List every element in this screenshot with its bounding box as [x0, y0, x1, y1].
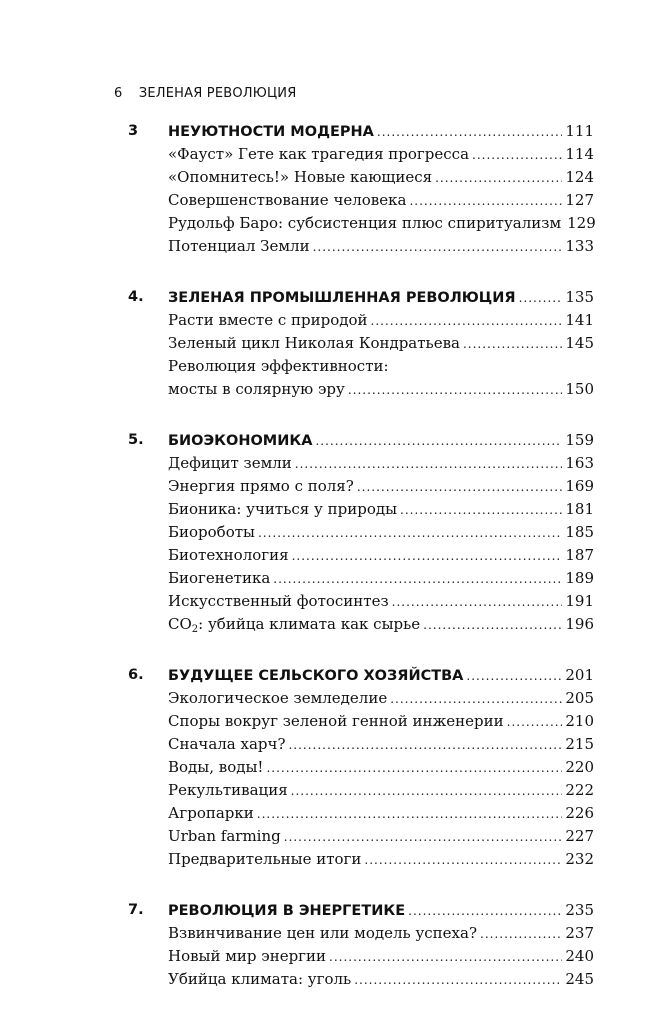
table-of-contents: [0, 120, 657, 1019]
entry-title: Искусственный фотосинтез: [168, 592, 389, 610]
toc-chapter: [0, 286, 657, 401]
entry-page: 237: [565, 924, 594, 942]
chapter-title: НЕУЮТНОСТИ МОДЕРНА: [168, 124, 374, 140]
entry-page: 220: [565, 758, 594, 776]
dot-leader: [435, 167, 562, 190]
entry-page: 222: [565, 781, 594, 799]
entry-title: Бионика: учиться у природы: [168, 500, 398, 518]
entry-page: 232: [565, 850, 594, 868]
toc-entry[interactable]: [0, 475, 657, 498]
dot-leader: [519, 287, 563, 310]
dot-leader: [313, 236, 563, 259]
toc-entry[interactable]: [0, 189, 657, 212]
entry-page: 215: [565, 735, 594, 753]
entry-page: 226: [565, 804, 594, 822]
toc-chapter: [0, 899, 657, 991]
dot-leader: [377, 121, 562, 144]
chapter-number: 3: [128, 123, 139, 139]
chapter-page: 235: [565, 901, 594, 919]
entry-page: 129: [567, 214, 596, 232]
toc-entry[interactable]: [0, 332, 657, 355]
dot-leader: [423, 614, 562, 637]
dot-leader: [480, 923, 562, 946]
toc-entry[interactable]: [0, 968, 657, 991]
toc-entry[interactable]: [0, 452, 657, 475]
chapter-heading[interactable]: [0, 664, 657, 687]
toc-entry[interactable]: [0, 756, 657, 779]
entry-title: Новый мир энергии: [168, 947, 327, 965]
entry-page: 227: [565, 827, 594, 845]
dot-leader: [371, 310, 563, 333]
entry-title: Биороботы: [168, 523, 255, 541]
chapter-page: 111: [565, 122, 594, 140]
dot-leader: [257, 803, 563, 826]
chapter-title: РЕВОЛЮЦИЯ В ЭНЕРГЕТИКЕ: [168, 903, 406, 919]
entry-page: 181: [565, 500, 594, 518]
dot-leader: [348, 379, 563, 402]
entry-title: Рекультивация: [168, 781, 288, 799]
dot-leader: [354, 969, 562, 992]
entry-page: 133: [565, 237, 594, 255]
entry-page: 205: [565, 689, 594, 707]
chapter-page: 201: [565, 666, 594, 684]
dot-leader: [284, 826, 563, 849]
entry-page: 196: [565, 615, 594, 633]
toc-entry[interactable]: [0, 166, 657, 189]
entry-page: 145: [565, 334, 594, 352]
page-number: 6: [114, 86, 123, 101]
entry-page: 114: [565, 145, 594, 163]
toc-entry[interactable]: [0, 710, 657, 733]
toc-entry[interactable]: [0, 544, 657, 567]
entry-title: Сначала харч?: [168, 735, 286, 753]
entry-page: 240: [565, 947, 594, 965]
entry-title: Экологическое земледелие: [168, 689, 388, 707]
dot-leader: [507, 711, 563, 734]
toc-entry[interactable]: [0, 498, 657, 521]
entry-title: Рудольф Баро: субсистенция плюс спиритуализм: [168, 214, 562, 232]
toc-chapter: [0, 120, 657, 258]
dot-leader: [408, 900, 562, 923]
chapter-title: БИОЭКОНОМИКА: [168, 433, 313, 449]
toc-entry[interactable]: [0, 590, 657, 613]
entry-title: Убийца климата: уголь: [168, 970, 352, 988]
entry-page: 210: [565, 712, 594, 730]
entry-title: Воды, воды!: [168, 758, 264, 776]
chapter-page: 135: [565, 288, 594, 306]
toc-entry[interactable]: [0, 378, 657, 401]
entry-title: Предварительные итоги: [168, 850, 362, 868]
entry-title: Энергия прямо с поля?: [168, 477, 354, 495]
chapter-number: 7.: [128, 902, 144, 918]
toc-entry[interactable]: [0, 355, 657, 378]
dot-leader: [409, 190, 562, 213]
entry-page: 127: [565, 191, 594, 209]
toc-entry[interactable]: [0, 802, 657, 825]
entry-title: Агропарки: [168, 804, 254, 822]
toc-entry[interactable]: [0, 922, 657, 945]
chapter-number: 5.: [128, 432, 144, 448]
running-head-title: ЗЕЛЕНАЯ РЕВОЛЮЦИЯ: [138, 86, 297, 101]
entry-page: 245: [565, 970, 594, 988]
toc-entry[interactable]: [0, 567, 657, 590]
entry-page: 124: [565, 168, 594, 186]
entry-page: 163: [565, 454, 594, 472]
dot-leader: [266, 757, 562, 780]
chapter-heading[interactable]: [0, 899, 657, 922]
toc-entry[interactable]: [0, 613, 657, 636]
chapter-heading[interactable]: [0, 120, 657, 143]
entry-page: 191: [565, 592, 594, 610]
dot-leader: [315, 430, 562, 453]
entry-page: 150: [565, 380, 594, 398]
toc-entry[interactable]: [0, 687, 657, 710]
toc-entry[interactable]: [0, 235, 657, 258]
entry-title: мосты в солярную эру: [168, 380, 345, 398]
entry-title: Зеленый цикл Николая Кондратьева: [168, 334, 460, 352]
entry-title: «Фауст» Гете как трагедия прогресса: [168, 145, 470, 163]
dot-leader: [292, 545, 563, 568]
dot-leader: [463, 333, 562, 356]
running-head: [114, 86, 296, 101]
chapter-title: БУДУЩЕЕ СЕЛЬСКОГО ХОЗЯЙСТВА: [168, 668, 464, 684]
entry-title: Революция эффективности:: [168, 357, 389, 375]
dot-leader: [258, 522, 562, 545]
toc-entry[interactable]: [0, 779, 657, 802]
entry-title: Биогенетика: [168, 569, 271, 587]
toc-entry[interactable]: [0, 309, 657, 332]
entry-title: Дефицит земли: [168, 454, 292, 472]
dot-leader: [273, 568, 562, 591]
entry-title: Споры вокруг зеленой генной инженерии: [168, 712, 504, 730]
dot-leader: [392, 591, 563, 614]
chapter-number: 4.: [128, 289, 144, 305]
chapter-number: 6.: [128, 667, 144, 683]
toc-entry[interactable]: [0, 212, 657, 235]
entry-title: Потенциал Земли: [168, 237, 310, 255]
entry-page: 189: [565, 569, 594, 587]
toc-entry[interactable]: [0, 848, 657, 871]
toc-entry[interactable]: [0, 945, 657, 968]
entry-title: Urban farming: [168, 827, 281, 845]
toc-chapter: [0, 664, 657, 871]
toc-entry[interactable]: [0, 521, 657, 544]
entry-title: «Опомнитесь!» Новые кающиеся: [168, 168, 433, 186]
entry-page: 187: [565, 546, 594, 564]
chapter-heading[interactable]: [0, 286, 657, 309]
dot-leader: [357, 476, 563, 499]
entry-title: Расти вместе с природой: [168, 311, 368, 329]
toc-chapter: [0, 429, 657, 636]
dot-leader: [390, 688, 562, 711]
entry-page: 185: [565, 523, 594, 541]
entry-title: Взвинчивание цен или модель успеха?: [168, 924, 477, 942]
chapter-page: 159: [565, 431, 594, 449]
toc-entry[interactable]: [0, 143, 657, 166]
dot-leader: [364, 849, 562, 872]
entry-title: Совершенствование человека: [168, 191, 407, 209]
dot-leader: [291, 780, 563, 803]
dot-leader: [472, 144, 562, 167]
toc-entry[interactable]: [0, 733, 657, 756]
dot-leader: [400, 499, 562, 522]
entry-page: 141: [565, 311, 594, 329]
dot-leader: [295, 453, 563, 476]
dot-leader: [329, 946, 562, 969]
dot-leader: [288, 734, 562, 757]
toc-entry[interactable]: [0, 825, 657, 848]
entry-title: $CO_2$: убийца климата как сырье: [168, 615, 421, 635]
dot-leader: [466, 665, 562, 688]
entry-title: Биотехнология: [168, 546, 289, 564]
chapter-heading[interactable]: [0, 429, 657, 452]
chapter-title: ЗЕЛЕНАЯ ПРОМЫШЛЕННАЯ РЕВОЛЮЦИЯ: [168, 290, 516, 306]
entry-page: 169: [565, 477, 594, 495]
